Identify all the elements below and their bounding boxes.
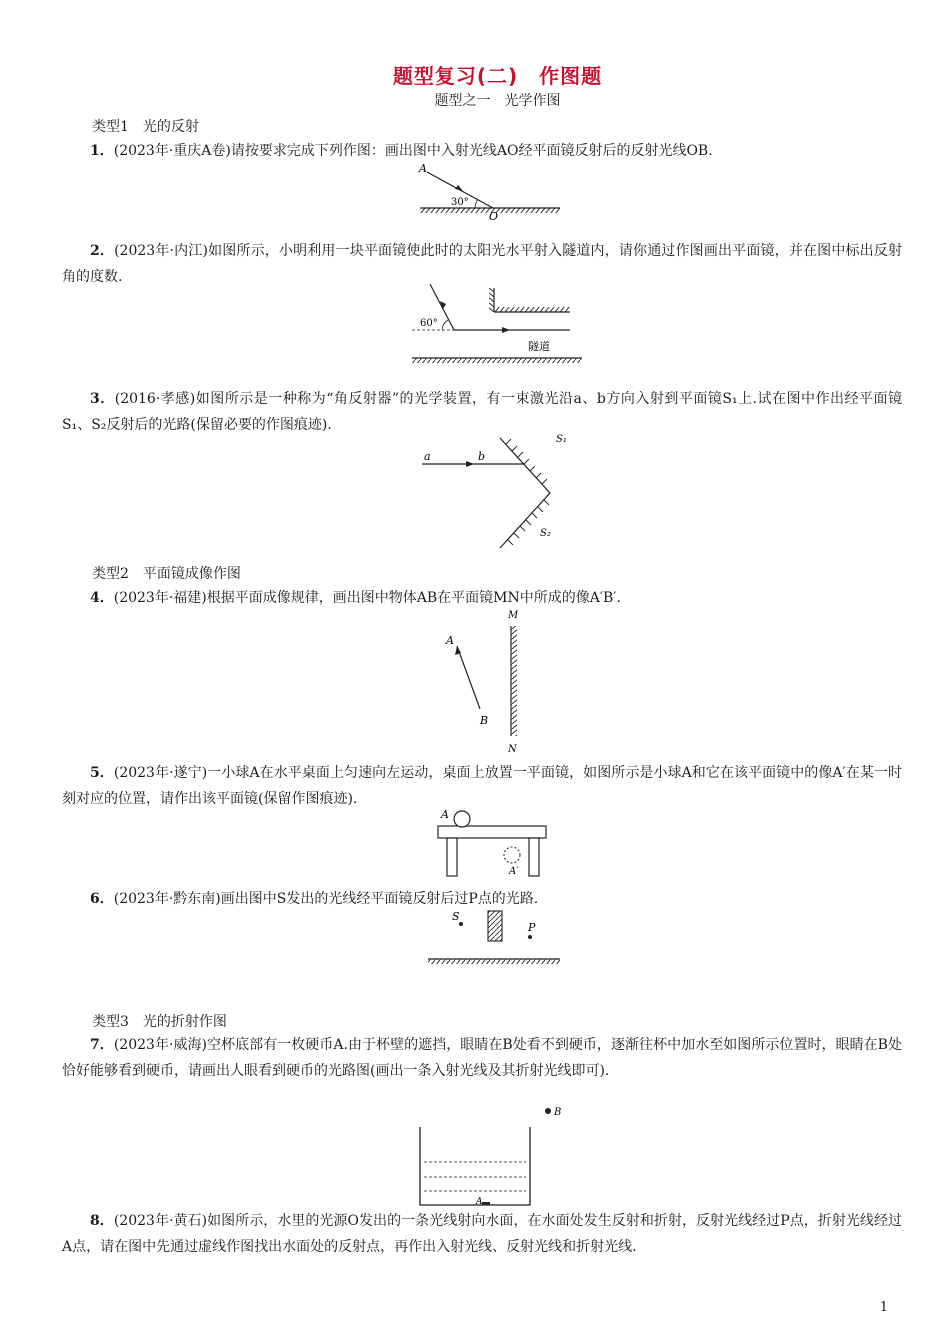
question-text: (2023年·黄石)如图所示，水里的光源O发出的一条光线射向水面，在水面处发生反射和折射，反射光线经过P点，折射光线经过A点，请在图中先通过虚线作图找出水面处的反射点，再作出入射光线、反射光线和折射光线. xyxy=(62,1213,902,1255)
question-text: (2023年·遂宁)一小球A在水平桌面上匀速向左运动，桌面上放置一平面镜，如图所示是小球A和它在该平面镜中的像A′在某一时刻对应的位置，请作出该平面镜(保留作图痕迹). xyxy=(62,765,902,807)
figure-7-cup-coin xyxy=(412,1100,572,1210)
point-p xyxy=(528,935,532,939)
table-top xyxy=(438,826,546,838)
question-number: 6． xyxy=(90,891,114,907)
label-b: b xyxy=(478,450,486,463)
figure-2-tunnel xyxy=(410,282,590,367)
figure-3-corner-reflector xyxy=(420,428,570,558)
question-text: (2023年·威海)空杯底部有一枚硬币A.由于杯壁的遮挡，眼睛在B处看不到硬币，逐渐往杯中加水至如图所示位置时，眼睛在B处恰好能够看到硬币，请画出人眼看到硬币的光路图(画出一条入射光线及其折射光线即可). xyxy=(62,1037,903,1079)
point-s xyxy=(459,922,463,926)
section-heading-reflection: 类型1 光的反射 xyxy=(92,119,199,135)
question-number: 4． xyxy=(90,590,114,606)
page-subtitle: 题型之一 光学作图 xyxy=(434,93,561,109)
label-a: A xyxy=(476,1197,483,1207)
question-number: 2． xyxy=(90,243,115,259)
barrier xyxy=(488,911,502,941)
label-b: B xyxy=(554,1107,562,1118)
label-a: A xyxy=(419,162,427,175)
question-text: (2016·孝感)如图所示是一种称为“角反射器”的光学装置，有一束激光沿a、b方向入射到平面镜S₁上.试在图中作出经平面镜S₁、S₂反射后的光路(保留必要的作图痕迹). xyxy=(62,391,902,433)
question-8 xyxy=(62,1208,902,1260)
mirror-s1 xyxy=(500,438,550,493)
question-number: 8． xyxy=(90,1213,114,1229)
mirror-s2 xyxy=(500,493,550,548)
label-s: S xyxy=(452,910,460,923)
angle-label: 60° xyxy=(420,318,438,329)
label-a: A xyxy=(446,634,454,647)
tunnel-label: 隧道 xyxy=(528,340,550,353)
label-a: A xyxy=(441,808,449,821)
question-5 xyxy=(62,760,902,812)
label-p: P xyxy=(528,921,536,934)
question-text: (2023年·黔东南)画出图中S发出的光线经平面镜反射后过P点的光路. xyxy=(113,891,539,907)
figure-6-light-path xyxy=(425,906,565,968)
coin-a xyxy=(482,1202,490,1205)
label-s1: S₁ xyxy=(556,434,567,445)
ball-image xyxy=(504,847,520,863)
question-number: 5． xyxy=(90,765,114,781)
page-number: 1 xyxy=(879,1300,888,1315)
question-text: (2023年·福建)根据平面成像规律，画出图中物体AB在平面镜MN中所成的像A′B′. xyxy=(113,590,621,606)
label-o: O xyxy=(489,210,499,223)
object-ab xyxy=(457,646,480,709)
label-a-prime: A′ xyxy=(509,866,519,877)
question-text: (2023年·内江)如图所示，小明利用一块平面镜使此时的太阳光水平射入隧道内，请你通过作图画出平面镜，并在图中标出反射角的度数. xyxy=(62,243,902,285)
label-a: a xyxy=(424,450,431,463)
question-number: 7． xyxy=(90,1037,114,1053)
figure-4-mirror-mn xyxy=(440,604,540,754)
angle-label: 30° xyxy=(451,197,469,208)
question-7 xyxy=(62,1032,902,1084)
page-title: 题型复习(二) 作图题 xyxy=(392,64,603,88)
label-m: M xyxy=(508,610,519,621)
question-number: 1． xyxy=(90,143,114,159)
label-s2: S₂ xyxy=(540,528,551,539)
ball-a xyxy=(454,811,470,827)
section-heading-plane-mirror: 类型2 平面镜成像作图 xyxy=(92,566,241,582)
question-text: (2023年·重庆A卷)请按要求完成下列作图：画出图中入射光线AO经平面镜反射后的反射光线OB. xyxy=(113,143,713,159)
question-number: 3． xyxy=(90,391,115,407)
figure-1-reflection xyxy=(415,160,565,223)
eye-point-b xyxy=(545,1108,551,1114)
section-heading-refraction: 类型3 光的折射作图 xyxy=(92,1014,227,1030)
figure-5-table-ball xyxy=(435,806,550,878)
label-b: B xyxy=(480,714,489,727)
label-n: N xyxy=(508,744,517,755)
cup xyxy=(420,1127,530,1205)
